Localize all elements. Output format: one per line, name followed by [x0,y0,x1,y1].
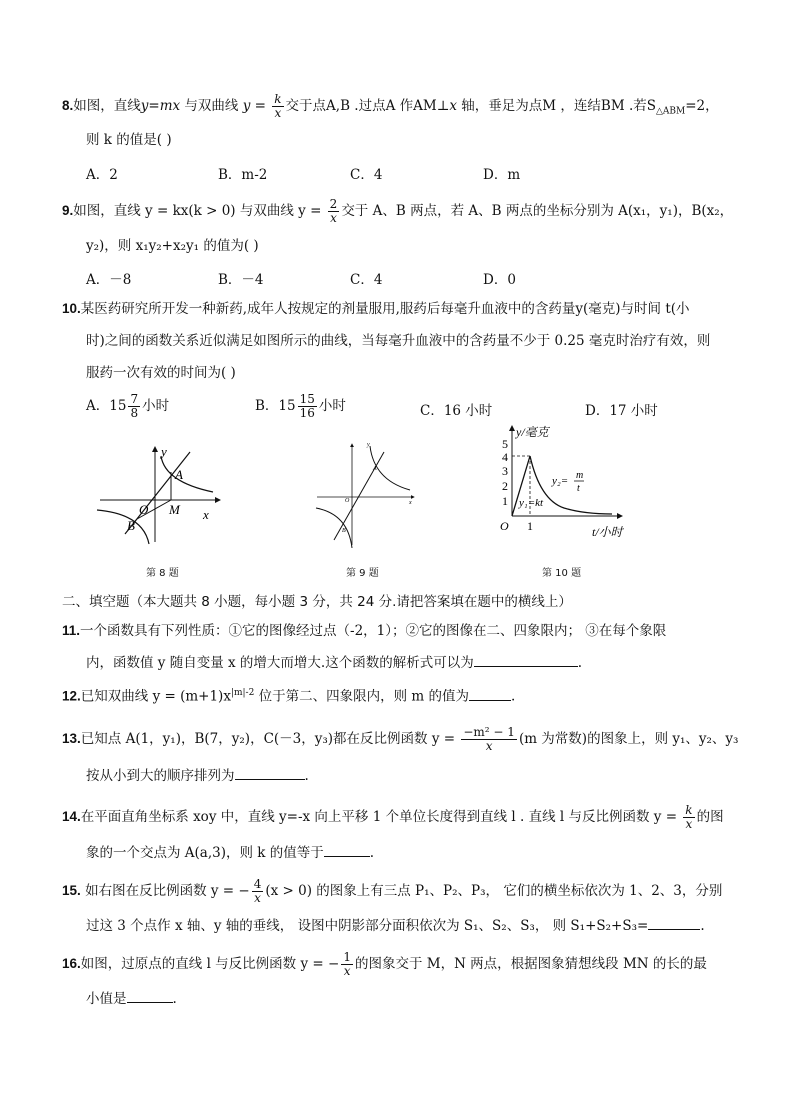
q10-option-b: B．15 $\frac{15}{16}$ 小时 [255,392,346,420]
q13-line1: 13.已知点 A(1，y₁)，B(7，y₂)，C(－3，y₃)都在反比例函数 y = $\frac{\text{−m² − 1}}{x}$ (m 为常数)的图象上，则 y₁、y₂、y₃ [62,725,739,753]
q8-text-a: 如图，直线 [73,98,141,114]
q8-option-d: D．m [483,167,521,183]
fig10-caption: 第 10 题 [542,568,582,579]
q8-line1: 8.如图，直线y=mx 与双曲线 y = $\frac{k}{x}$ 交于点A,B .过点A 作AM⊥x 轴，垂足为点M ，连结BM .若$S_{\triangle ABM}=2$， [62,92,719,120]
q8-option-a: A．2 [86,167,118,183]
q8-text-b: y=mx [140,98,181,114]
q12-line: 12.已知双曲线 $y = (m+1)x^{|m|-2}$ 位于第二、四象限内，则 m 的值为 . [62,684,515,706]
fig9-label-x: x [409,500,412,506]
q10-option-a: A．15 $\frac{7}{8}$ 小时 [86,392,170,420]
q14-number: 14. [62,809,81,824]
fig10-xlabel: t/小时 [592,525,623,539]
q16-line2: 小值是 . [86,988,177,1008]
q9-fraction: $\frac{2}{x}$ [329,197,338,225]
q14-answer-blank[interactable] [324,842,370,857]
fig10-eq2-den: t [577,483,580,494]
fig10-ytick-5: 5 [502,437,508,451]
q11-answer-blank[interactable] [474,652,578,667]
fig8-label-x: x [203,507,209,522]
q12-answer-blank[interactable] [469,686,511,701]
q8-text-f: 轴，垂足为点M ，连结BM .若S [457,98,656,114]
fig10-ytick-4: 4 [502,450,508,464]
q8-fraction: $\frac{k}{x}$ [274,92,282,120]
q13-answer-blank[interactable] [235,765,305,780]
fig9-label-b: B [342,528,346,534]
q11-text-1: 一个函数具有下列性质：①它的图像经过点（-2，1）；②它的图像在二、四象限内； ③在每个象限 [80,623,667,639]
section-2-heading: 二、填空题（本大题共 8 小题，每小题 3 分，共 24 分.请把答案填在题中的横线上） [62,594,572,610]
q8-text-c: 与双曲线 [180,98,243,114]
fig8-label-y: y [161,444,167,459]
q9-option-d: D．0 [483,272,516,288]
fig10-ytick-3: 3 [502,464,508,478]
fig9-caption: 第 9 题 [346,568,379,579]
q16-line1: 16.如图，过原点的直线 l 与反比例函数 y = − $\frac{1}{x}$ 的图象交于 M，N 两点，根据图象猜想线段 MN 的长的最 [62,950,707,978]
q16-number: 16. [62,956,81,971]
q8-line2: 则 k 的值是( ) [86,132,172,148]
q15-fraction: $\frac{4}{x}$ [253,877,262,905]
q13-line2: 按从小到大的顺序排列为 . [86,765,309,785]
fig10-ylabel: y/毫克 [516,425,549,439]
q10-option-c: C．16 小时 [420,403,493,419]
q9-text-b: 交于 A、B 两点，若 A、B 两点的坐标分别为 A(x₁，y₁)，B(x₂， [341,203,734,219]
fig10-xtick-1: 1 [527,519,533,533]
q15-number: 15. [62,883,81,898]
fig9-hyperbola-branch2 [316,508,352,548]
figure-9 [312,440,422,550]
q8-text-d: 交于点A,B .过点A 作AM⊥ [285,98,450,114]
q10-option-d: D．17 小时 [585,403,658,419]
fig8-label-b: B [127,518,135,533]
q10-line1 [62,300,690,318]
q9-option-c: C．4 [350,272,383,288]
fig8-label-m: M [169,502,180,517]
q16-answer-blank[interactable] [127,988,173,1003]
q9-option-b: B．－4 [218,272,264,288]
fig9-label-y: y [367,442,370,448]
q16-fraction: $\frac{1}{x}$ [343,950,351,978]
q10-text-1: 某医药研究所开发一种新药,成年人按规定的剂量服用,服药后每毫升血液中的含药量y(毫克)与时间 t(小 [80,301,690,317]
q12-exponent: |m|-2 [230,688,255,698]
q11-line1 [62,622,666,640]
q8-text-h: =2， [685,98,719,114]
q8-option-c: C．4 [350,167,383,183]
fig10-ytick-1: 1 [502,494,508,508]
fig8-hyperbola-branch1 [161,456,213,492]
figure-8 [95,442,230,547]
q13-fraction: $\frac{\text{−m² − 1}}{x}$ [463,725,515,753]
q10-line3: 服药一次有效的时间为( ) [86,365,236,381]
q14-fraction: $\frac{k}{x}$ [685,803,693,831]
fig8-label-a: A [175,467,183,482]
fig8-label-o: O [139,502,149,517]
q8-number: 8. [62,98,74,113]
q9-text-a: 如图，直线 y = kx(k > 0) 与双曲线 y = [73,203,326,219]
q12-number: 12. [62,688,81,704]
fig9-label-a: A [373,466,377,472]
fig10-eq2-num: m [576,470,584,481]
q9-line1 [62,198,733,225]
q11-line2: 内，函数值 y 随自变量 x 的增大而增大.这个函数的解析式可以为 . [86,652,582,672]
q8-option-b: B．m-2 [218,167,268,183]
q8-subscript: △ABM [656,106,686,117]
q15-answer-blank[interactable] [648,915,700,930]
fig10-eq1: y₁=kt [519,497,544,509]
q15-line2: 过这 3 个点作 x 轴、y 轴的垂线， 设图中阴影部分面积依次为 S₁、S₂、S₃， 则 S₁+S₂+S₃= . [86,915,705,935]
q9-option-a: A．－8 [86,272,132,288]
q14-line1: 14.在平面直角坐标系 xoy 中，直线 y=-x 向上平移 1 个单位长度得到直线 l . 直线 l 与反比例函数 y = $\frac{k}{x}$ 的图 [62,803,724,831]
fig8-caption: 第 8 题 [146,568,179,579]
q14-line2: 象的一个交点为 A(a,3)，则 k 的值等于 . [86,842,374,862]
fig10-eq2: y₂= [552,475,569,487]
q9-number: 9. [62,203,74,218]
q11-number: 11. [62,623,81,638]
fig10-origin: O [500,519,509,533]
q10-line2: 时)之间的函数关系近似满足如图所示的曲线，当每毫升血液中的含药量不少于 0.25 毫克时治疗有效，则 [86,333,711,349]
q15-line1: 15. 如右图在反比例函数 y = − $\frac{4}{x}$ (x > 0) 的图象上有三点 P₁、P₂、P₃， 它们的横坐标依次为 1、2、3，分别 [62,877,723,905]
q10-number: 10. [62,301,81,316]
figure-10 [494,422,644,547]
fig9-label-o: O [345,498,350,504]
q9-line2: y₂)，则 x₁y₂+x₂y₁ 的值为( ) [86,238,259,254]
q13-number: 13. [62,731,81,746]
fig10-ytick-2: 2 [502,479,508,493]
